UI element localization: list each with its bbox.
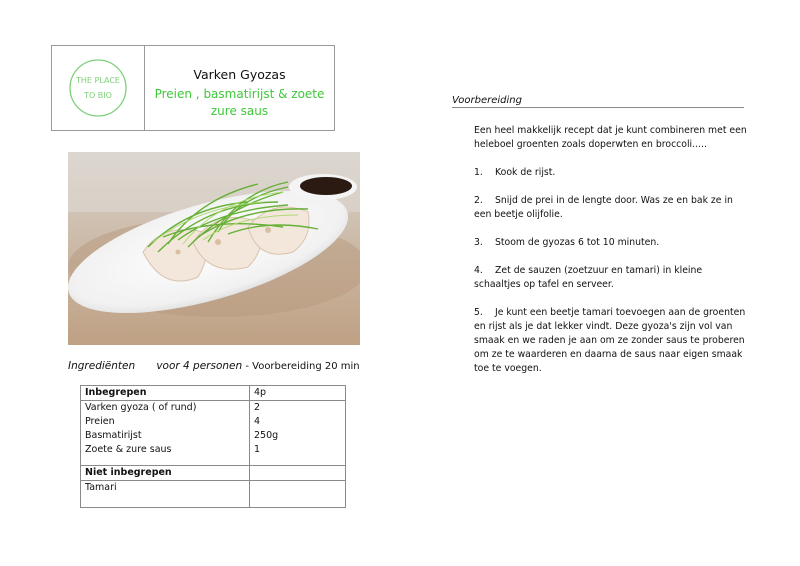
the-place-to-bio-logo [67, 57, 129, 119]
ingredients-table [80, 385, 346, 508]
table-qty: 4 [254, 416, 261, 427]
preparation-intro: Een heel makkelijk recept dat je kunt combineren met een heleboel groenten zoals doperwten en broccoli..... [474, 125, 747, 150]
subtitle-line-1: Preien , basmatirijst & zoete [154, 87, 325, 101]
subtitle-line-2: zure saus [210, 104, 269, 118]
included-qty-header: 4p [250, 386, 346, 401]
logo-cell [52, 46, 145, 130]
step-item: 1. Kook de rijst. [474, 167, 556, 178]
step-item: 3. Stoom de gyozas 6 tot 10 minuten. [474, 237, 660, 248]
logo-text-line2: TO BIO [84, 91, 112, 100]
recipe-title: Varken Gyozas [193, 67, 286, 82]
gyoza-photo [68, 152, 360, 345]
empty-cell [250, 466, 346, 481]
table-item: Zoete & zure saus [85, 444, 172, 455]
not-included-header-row [81, 466, 346, 481]
table-item: Basmatirijst [85, 430, 142, 441]
table-item: Preien [85, 416, 115, 427]
table-qty: 2 [254, 402, 261, 413]
step-item: 2. Snijd de prei in de lengte door. Was ze en bak ze in een beetje olijfolie. [474, 195, 733, 220]
not-included-header: Niet inbegrepen [81, 466, 250, 481]
included-header: Inbegrepen [81, 386, 250, 401]
step-item: 5. Je kunt een beetje tamari toevoegen aan de groenten en rijst als je dat lekker vindt. Deze gyoza's zijn vol van smaak en we raden je aan om ze zonder saus te proberen om ze te waarderen en daarna de saus naar eigen smaak toe te voegen. [474, 307, 746, 374]
ingredients-label: Ingrediënten [68, 360, 136, 372]
not-included-row [81, 481, 346, 508]
ingredients-line [68, 360, 360, 372]
items-cell [81, 401, 250, 466]
table-items-row [81, 401, 346, 466]
table-qty: 1 [254, 444, 261, 455]
table-qty: 250g [254, 430, 279, 441]
quantities-cell [250, 401, 346, 466]
header-box [51, 45, 335, 131]
not-included-item: Tamari [81, 481, 250, 508]
empty-cell [250, 481, 346, 508]
table-item: Varken gyoza ( of rund) [85, 402, 197, 413]
prep-time: - Voorbereiding 20 min [245, 361, 360, 372]
preparation-steps [474, 124, 749, 390]
table-header-row [81, 386, 346, 401]
persons-label: voor 4 personen [156, 360, 243, 372]
preparation-title: Voorbereiding [452, 95, 744, 108]
step-item: 4. Zet de sauzen (zoetzuur en tamari) in kleine schaaltjes op tafel en serveer. [474, 265, 703, 290]
recipe-subtitle [155, 86, 325, 120]
logo-text-line1: THE PLACE [76, 76, 120, 85]
title-cell [145, 46, 334, 130]
